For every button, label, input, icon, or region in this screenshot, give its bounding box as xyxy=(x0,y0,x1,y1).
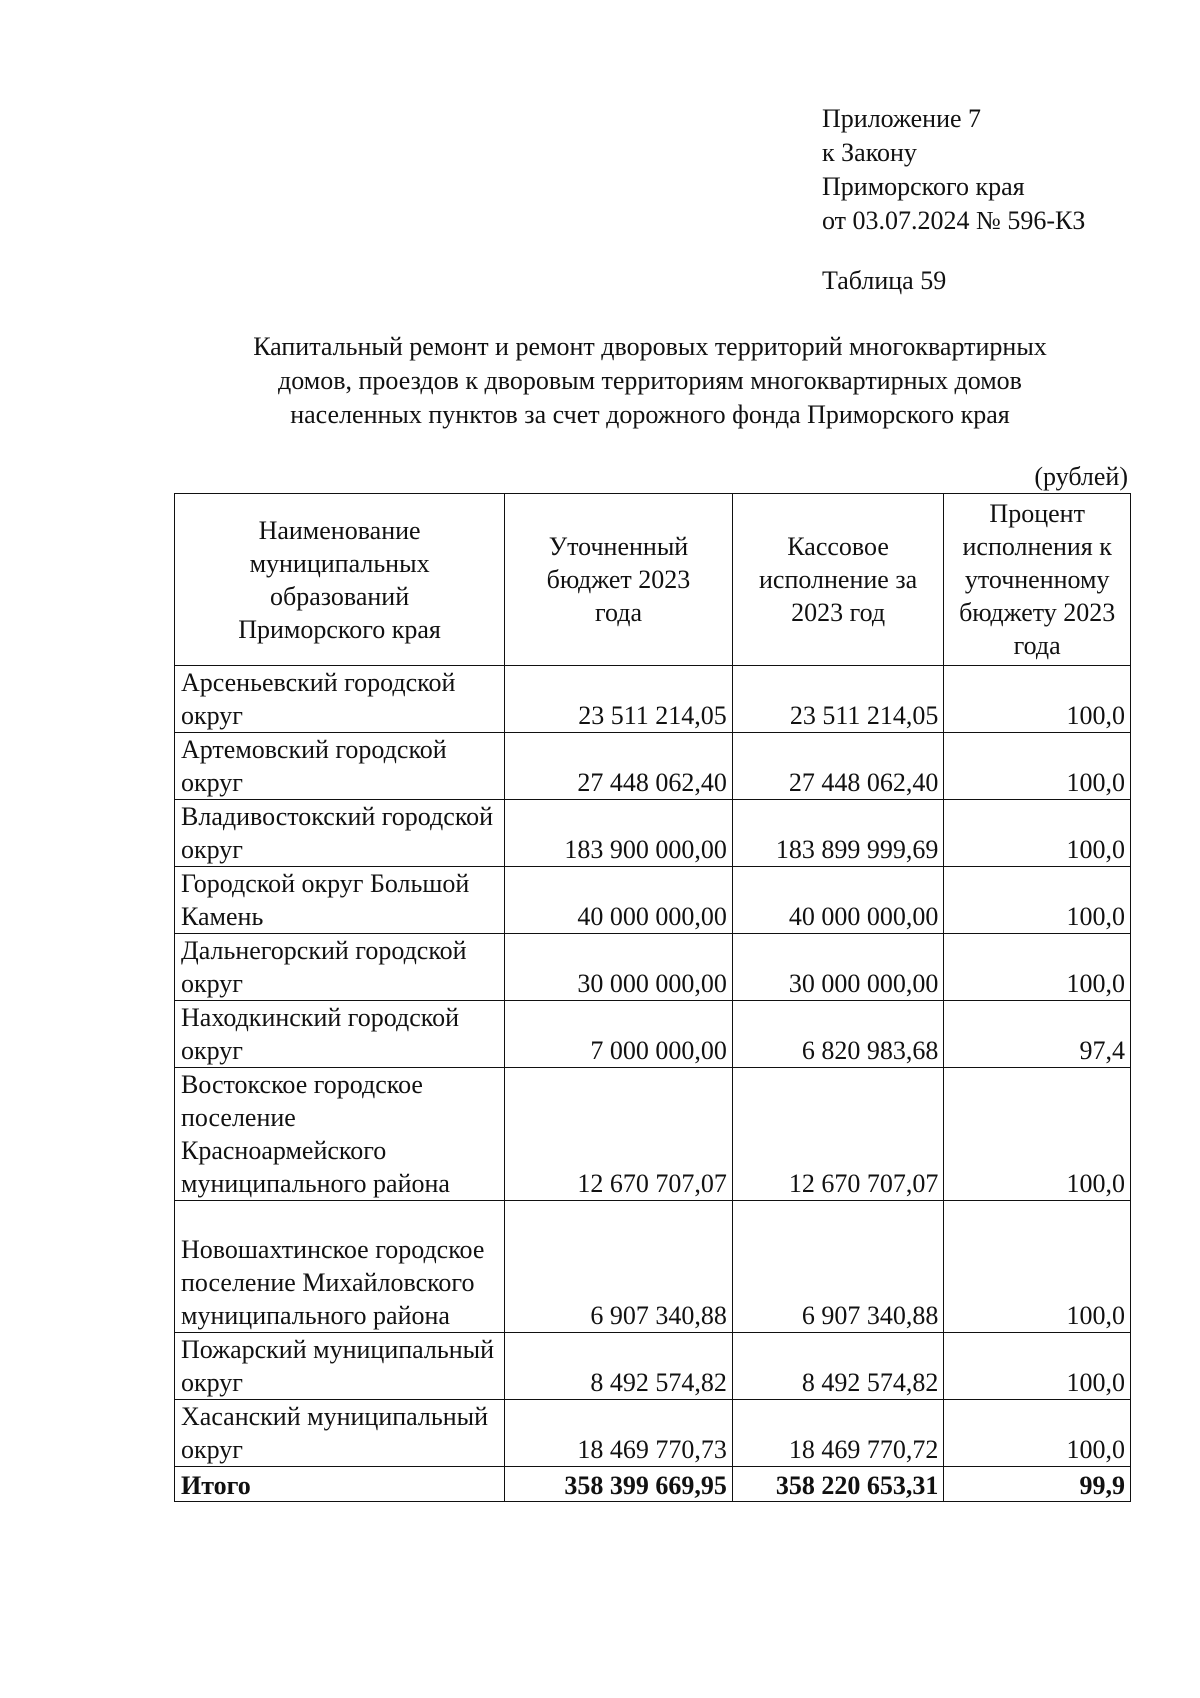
total-percent: 99,9 xyxy=(944,1467,1131,1502)
appendix-line: Приморского края xyxy=(822,172,1025,201)
cell-name: Городской округ Большой Камень xyxy=(175,867,505,934)
cell-name: Новошахтинское городское поселение Михайловского муниципального района xyxy=(175,1201,505,1333)
cell-budget: 23 511 214,05 xyxy=(505,666,733,733)
cell-percent: 100,0 xyxy=(944,1333,1131,1400)
cell-name: Арсеньевский городской округ xyxy=(175,666,505,733)
document-title xyxy=(180,330,1120,432)
cell-execution: 12 670 707,07 xyxy=(732,1068,944,1201)
header-budget: Уточненный бюджет 2023 года xyxy=(505,494,733,666)
header-percent: Процент исполнения к уточненному бюджету 2023 года xyxy=(944,494,1131,666)
table-row xyxy=(175,733,1131,800)
cell-budget: 30 000 000,00 xyxy=(505,934,733,1001)
table-row xyxy=(175,1201,1131,1333)
cell-execution: 183 899 999,69 xyxy=(732,800,944,867)
cell-name: Пожарский муниципальный округ xyxy=(175,1333,505,1400)
cell-percent: 100,0 xyxy=(944,1201,1131,1333)
table-row xyxy=(175,934,1131,1001)
cell-execution: 6 820 983,68 xyxy=(732,1001,944,1068)
header-name: Наименование муниципальных образований Приморского края xyxy=(175,494,505,666)
appendix-line: от 03.07.2024 № 596-КЗ xyxy=(822,206,1086,235)
table-header-row xyxy=(175,494,1131,666)
title-line: Капитальный ремонт и ремонт дворовых территорий многоквартирных xyxy=(253,332,1047,361)
table-number: Таблица 59 xyxy=(822,266,947,295)
table-row xyxy=(175,1001,1131,1068)
cell-name: Артемовский городской округ xyxy=(175,733,505,800)
cell-budget: 6 907 340,88 xyxy=(505,1201,733,1333)
table-row xyxy=(175,867,1131,934)
cell-budget: 40 000 000,00 xyxy=(505,867,733,934)
title-line: населенных пунктов за счет дорожного фонда Приморского края xyxy=(290,400,1010,429)
cell-execution: 6 907 340,88 xyxy=(732,1201,944,1333)
units-label: (рублей) xyxy=(1034,462,1128,491)
cell-execution: 8 492 574,82 xyxy=(732,1333,944,1400)
cell-percent: 100,0 xyxy=(944,666,1131,733)
total-name: Итого xyxy=(175,1467,505,1502)
cell-percent: 100,0 xyxy=(944,1068,1131,1201)
cell-budget: 183 900 000,00 xyxy=(505,800,733,867)
table-total-row xyxy=(175,1467,1131,1502)
cell-name: Дальнегорский городской округ xyxy=(175,934,505,1001)
title-line: домов, проездов к дворовым территориям многоквартирных домов xyxy=(278,366,1022,395)
table-row xyxy=(175,1333,1131,1400)
header-execution: Кассовое исполнение за 2023 год xyxy=(732,494,944,666)
cell-budget: 8 492 574,82 xyxy=(505,1333,733,1400)
cell-budget: 12 670 707,07 xyxy=(505,1068,733,1201)
cell-execution: 18 469 770,72 xyxy=(732,1400,944,1467)
cell-name: Востокское городское поселение Красноармейского муниципального района xyxy=(175,1068,505,1201)
cell-budget: 18 469 770,73 xyxy=(505,1400,733,1467)
cell-budget: 27 448 062,40 xyxy=(505,733,733,800)
appendix-line: Приложение 7 xyxy=(822,104,982,133)
cell-percent: 100,0 xyxy=(944,800,1131,867)
table-row xyxy=(175,666,1131,733)
cell-budget: 7 000 000,00 xyxy=(505,1001,733,1068)
cell-name: Находкинский городской округ xyxy=(175,1001,505,1068)
appendix-block xyxy=(822,102,1085,238)
table-row xyxy=(175,1400,1131,1467)
cell-percent: 100,0 xyxy=(944,733,1131,800)
budget-table xyxy=(174,493,1131,1502)
appendix-line: к Закону xyxy=(822,138,917,167)
cell-execution: 40 000 000,00 xyxy=(732,867,944,934)
cell-percent: 100,0 xyxy=(944,867,1131,934)
table-row xyxy=(175,1068,1131,1201)
cell-execution: 30 000 000,00 xyxy=(732,934,944,1001)
cell-execution: 27 448 062,40 xyxy=(732,733,944,800)
total-execution: 358 220 653,31 xyxy=(732,1467,944,1502)
total-budget: 358 399 669,95 xyxy=(505,1467,733,1502)
cell-percent: 100,0 xyxy=(944,1400,1131,1467)
cell-percent: 100,0 xyxy=(944,934,1131,1001)
table-row xyxy=(175,800,1131,867)
cell-name: Владивостокский городской округ xyxy=(175,800,505,867)
cell-percent: 97,4 xyxy=(944,1001,1131,1068)
cell-name: Хасанский муниципальный округ xyxy=(175,1400,505,1467)
cell-execution: 23 511 214,05 xyxy=(732,666,944,733)
